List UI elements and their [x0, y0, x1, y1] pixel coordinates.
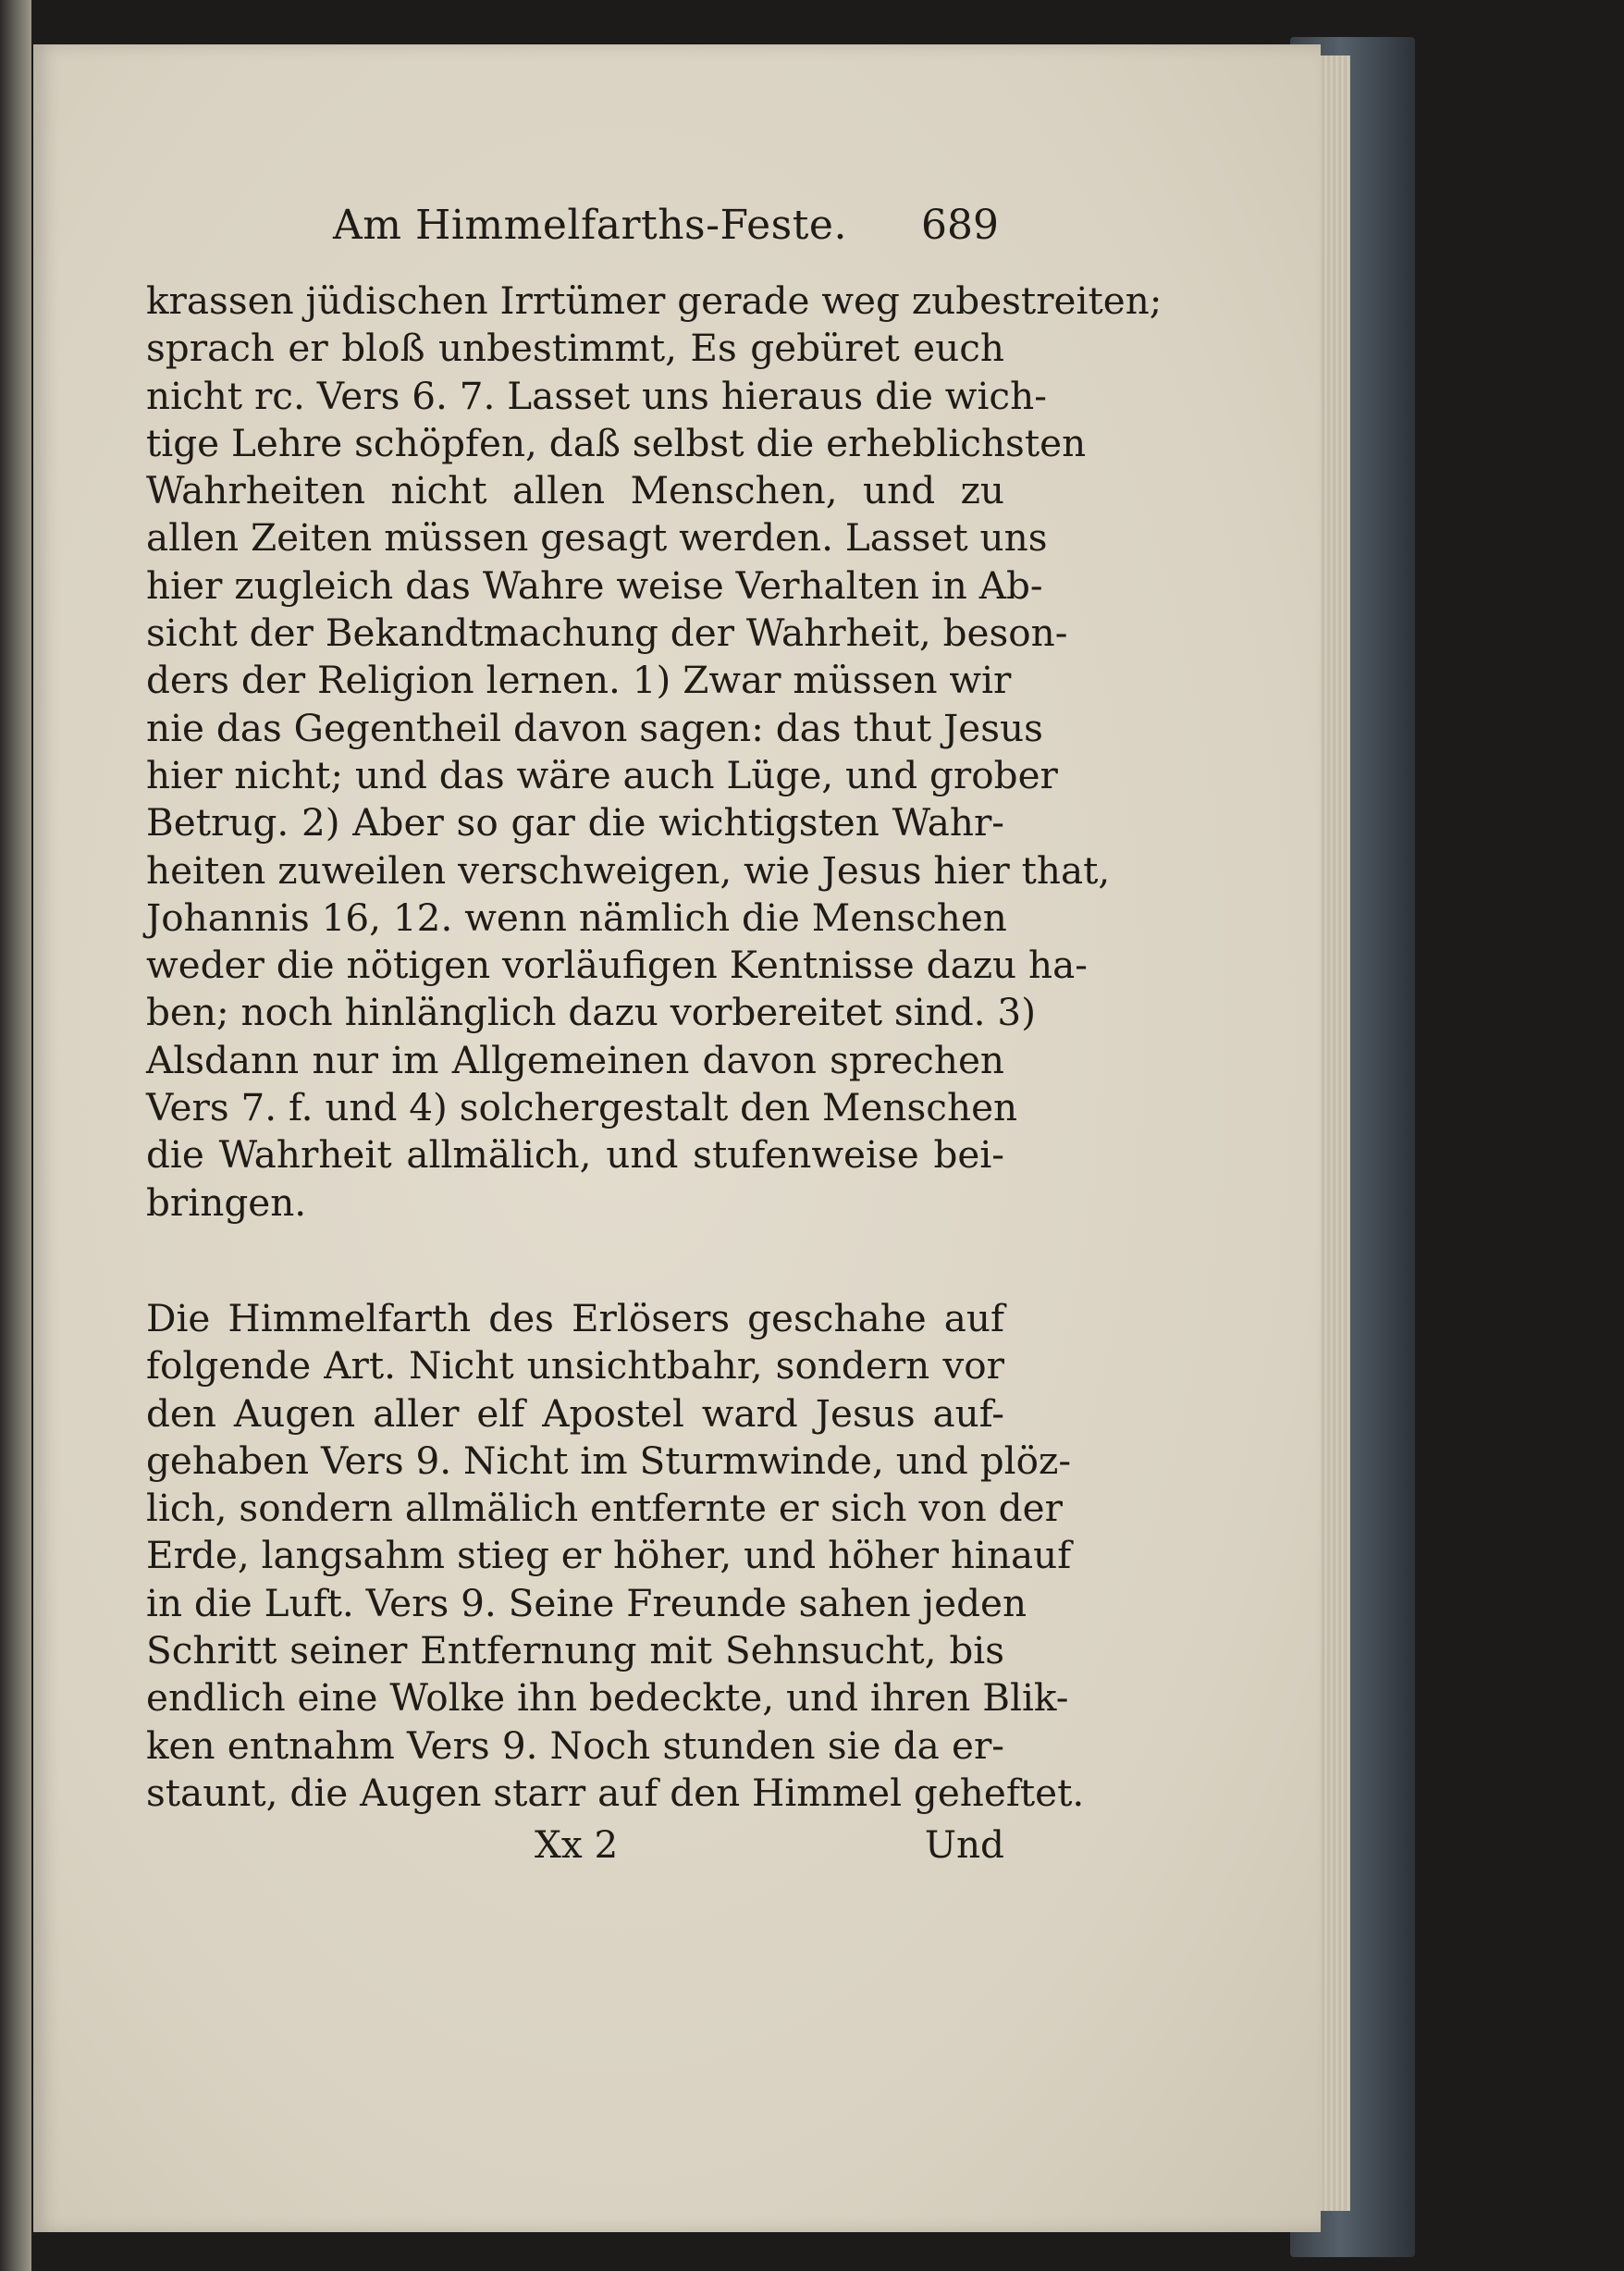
text-line: die Wahrheit allmälich, und stufenweise bei- [146, 1132, 1004, 1178]
text-line: hier nicht; und das wäre auch Lüge, und grober [146, 752, 1058, 797]
text-line: folgende Art. Nicht unsichtbahr, sondern vor [146, 1343, 1004, 1389]
text-line: Alsdann nur im Allgemeinen davon sprechen [146, 1037, 1004, 1082]
page-footer [146, 1821, 1004, 1869]
text-line: hier zugleich das Wahre weise Verhalten in Ab- [146, 562, 1043, 608]
text-line: Erde, langsahm stieg er höher, und höher hinauf [146, 1533, 1072, 1578]
text-line: sicht der Bekandtmachung der Wahrheit, beson- [146, 611, 1068, 656]
text-line: Schritt seiner Entfernung mit Sehnsucht, bis [146, 1628, 1004, 1673]
text-line: Die Himmelfarth des Erlösers geschahe auf [146, 1295, 1004, 1340]
text-line: Betrug. 2) Aber so gar die wichtigsten Wahr- [146, 800, 1004, 845]
catchword: Und [924, 1822, 1004, 1867]
text-line: sprach er bloß unbestimmt, Es gebüret euch [146, 326, 1004, 371]
text-line: Wahrheiten nicht allen Menschen, und zu [146, 468, 1004, 513]
text-line: lich, sondern allmälich entfernte er sich von der [146, 1486, 1063, 1531]
body-text [146, 278, 1163, 1817]
text-line: ben; noch hinlänglich dazu vorbereitet sind. 3) [146, 990, 1036, 1035]
text-line: heiten zuweilen verschweigen, wie Jesus hier that, [146, 847, 1111, 893]
left-page-edge [0, 0, 31, 2271]
text-line: endlich eine Wolke ihn bedeckte, und ihren Blik- [146, 1675, 1069, 1721]
text-line: ken entnahm Vers 9. Noch stunden sie da er- [146, 1722, 1004, 1768]
text-line: Vers 7. f. und 4) solchergestalt den Menschen [146, 1085, 1018, 1130]
text-line: weder die nötigen vorläufigen Kentnisse dazu ha- [146, 943, 1088, 988]
text-line: staunt, die Augen starr auf den Himmel geheftet. [146, 1770, 1085, 1815]
paragraph-2 [146, 1295, 1085, 1817]
text-line: den Augen aller elf Apostel ward Jesus auf- [146, 1390, 1004, 1436]
text-line: in die Luft. Vers 9. Seine Freunde sahen jeden [146, 1580, 1027, 1625]
paragraph-1 [146, 278, 1163, 1227]
text-line: tige Lehre schöpfen, daß selbst die erheblichsten [146, 420, 1087, 465]
paragraph-gap [146, 1227, 1004, 1295]
text-line: ders der Religion lernen. 1) Zwar müssen wir [146, 658, 1012, 703]
text-line: krassen jüdischen Irrtümer gerade weg zubestreiten; [146, 278, 1163, 323]
text-line: allen Zeiten müssen gesagt werden. Lasset uns [146, 515, 1048, 561]
text-line: Johannis 16, 12. wenn nämlich die Menschen [146, 895, 1007, 940]
page-header [333, 202, 999, 257]
text-line: bringen. [146, 1179, 307, 1225]
text-line: nicht rc. Vers 6. 7. Lasset uns hieraus die wich- [146, 373, 1047, 418]
running-head: Am Himmelfarths-Feste. [333, 202, 847, 249]
signature-mark: Xx 2 [535, 1822, 619, 1867]
text-line: nie das Gegentheil davon sagen: das thut Jesus [146, 705, 1043, 750]
page-number: 689 [921, 202, 999, 249]
text-line: gehaben Vers 9. Nicht im Sturmwinde, und plöz- [146, 1438, 1072, 1483]
